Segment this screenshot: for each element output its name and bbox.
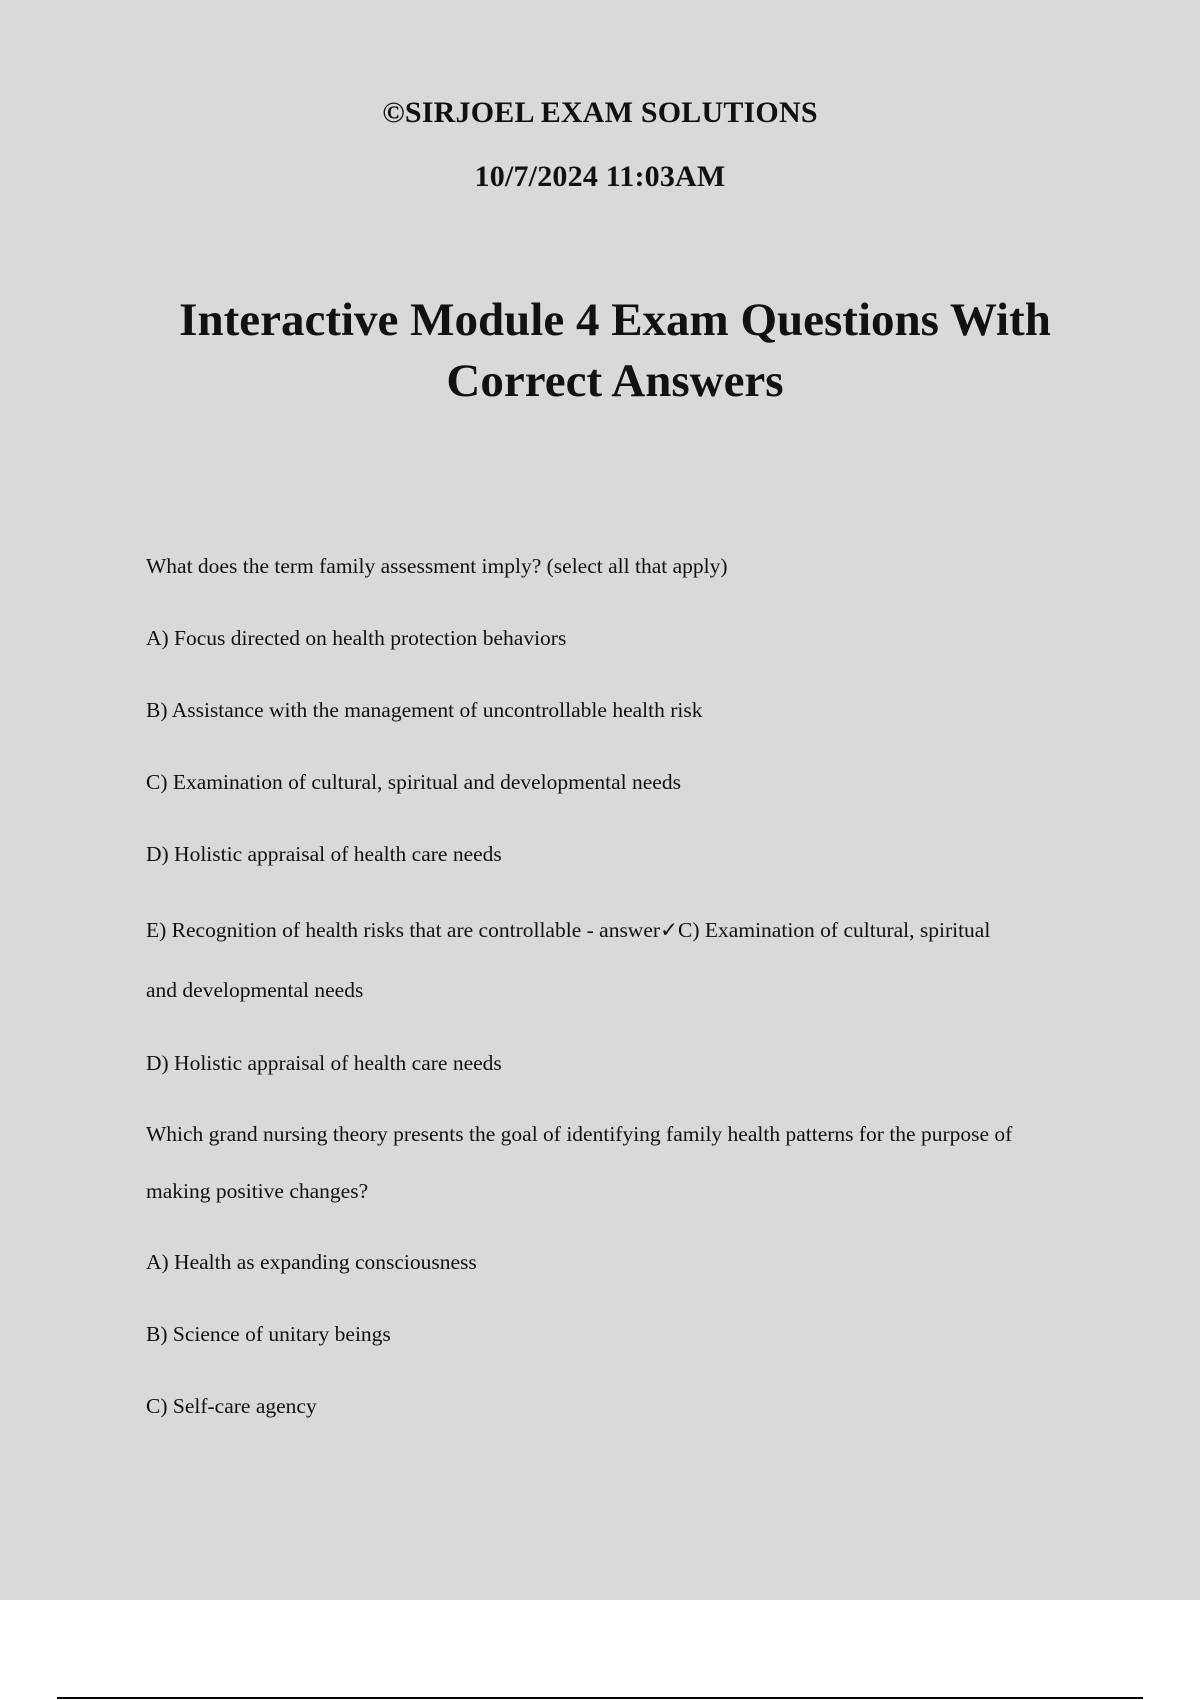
answer-text: D) Holistic appraisal of health care needs [146, 1051, 502, 1075]
footer-divider [57, 1697, 1143, 1699]
answer-option-with-answer: E) Recognition of health risks that are controllable - answer✓C) Examination of cultural, spiritual and developmental needs [146, 918, 991, 1002]
answer-option: A) Focus directed on health protection behaviors [146, 626, 567, 650]
document-title: Interactive Module 4 Exam Questions With Correct Answers [179, 294, 1051, 407]
datetime-header: 10/7/2024 11:03AM [474, 160, 726, 193]
question-prompt: What does the term family assessment imply? (select all that apply) [146, 554, 728, 578]
answer-option: C) Examination of cultural, spiritual and developmental needs [146, 770, 681, 794]
answer-option: D) Holistic appraisal of health care needs [146, 842, 502, 866]
answer-option: B) Science of unitary beings [146, 1322, 391, 1346]
question-prompt: Which grand nursing theory presents the goal of identifying family health patterns for the purpose of making positive changes? [146, 1122, 1013, 1203]
copyright-header: ©SIRJOEL EXAM SOLUTIONS [382, 96, 818, 129]
answer-option: C) Self-care agency [146, 1394, 317, 1418]
answer-option: A) Health as expanding consciousness [146, 1250, 477, 1274]
answer-option: B) Assistance with the management of uncontrollable health risk [146, 698, 703, 722]
